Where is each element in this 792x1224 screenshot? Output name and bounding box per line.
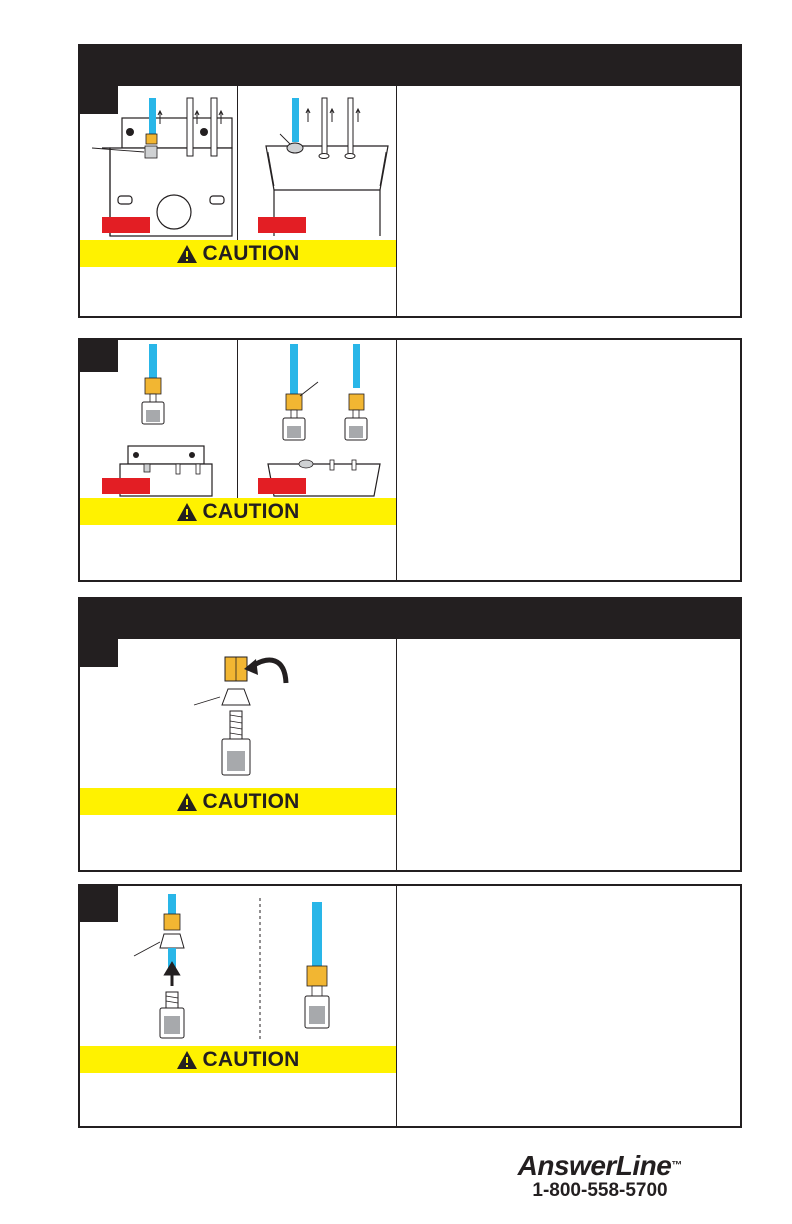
caution-bar <box>80 1046 396 1073</box>
divider <box>396 886 397 1126</box>
fitting-illustration-right <box>238 340 396 498</box>
fitting-illustration-left <box>80 340 237 498</box>
divider <box>396 639 397 870</box>
warning-triangle-icon <box>176 1050 198 1070</box>
caution-bar <box>80 498 396 525</box>
section-header-bar-2 <box>78 597 742 639</box>
answerline-brand <box>500 1150 700 1202</box>
brand-name: AnswerLine <box>517 1150 672 1181</box>
section-header-bar-1 <box>78 44 742 86</box>
warning-triangle-icon <box>176 502 198 522</box>
brand-logo <box>500 1150 700 1182</box>
warning-triangle-icon <box>176 244 198 264</box>
caution-label: CAUTION <box>202 499 300 523</box>
step-panel-3 <box>78 637 742 872</box>
divider <box>396 86 397 316</box>
caution-bar <box>80 788 396 815</box>
step-panel-2 <box>78 338 742 582</box>
step-panel-1 <box>78 84 742 318</box>
red-label <box>102 478 150 494</box>
step-panel-4 <box>78 884 742 1128</box>
red-label <box>258 478 306 494</box>
red-label <box>102 217 150 233</box>
warning-triangle-icon <box>176 792 198 812</box>
divider <box>396 340 397 580</box>
caution-label: CAUTION <box>202 241 300 265</box>
brand-phone: 1-800-558-5700 <box>532 1180 668 1201</box>
arrow-up-icon <box>166 964 178 986</box>
caution-label: CAUTION <box>202 1047 300 1071</box>
caution-bar <box>80 240 396 267</box>
tube-insertion-illustration <box>80 886 396 1046</box>
red-label <box>258 217 306 233</box>
compression-nut-illustration <box>80 639 396 789</box>
caution-label: CAUTION <box>202 789 300 813</box>
brand-trademark: ™ <box>671 1159 683 1172</box>
